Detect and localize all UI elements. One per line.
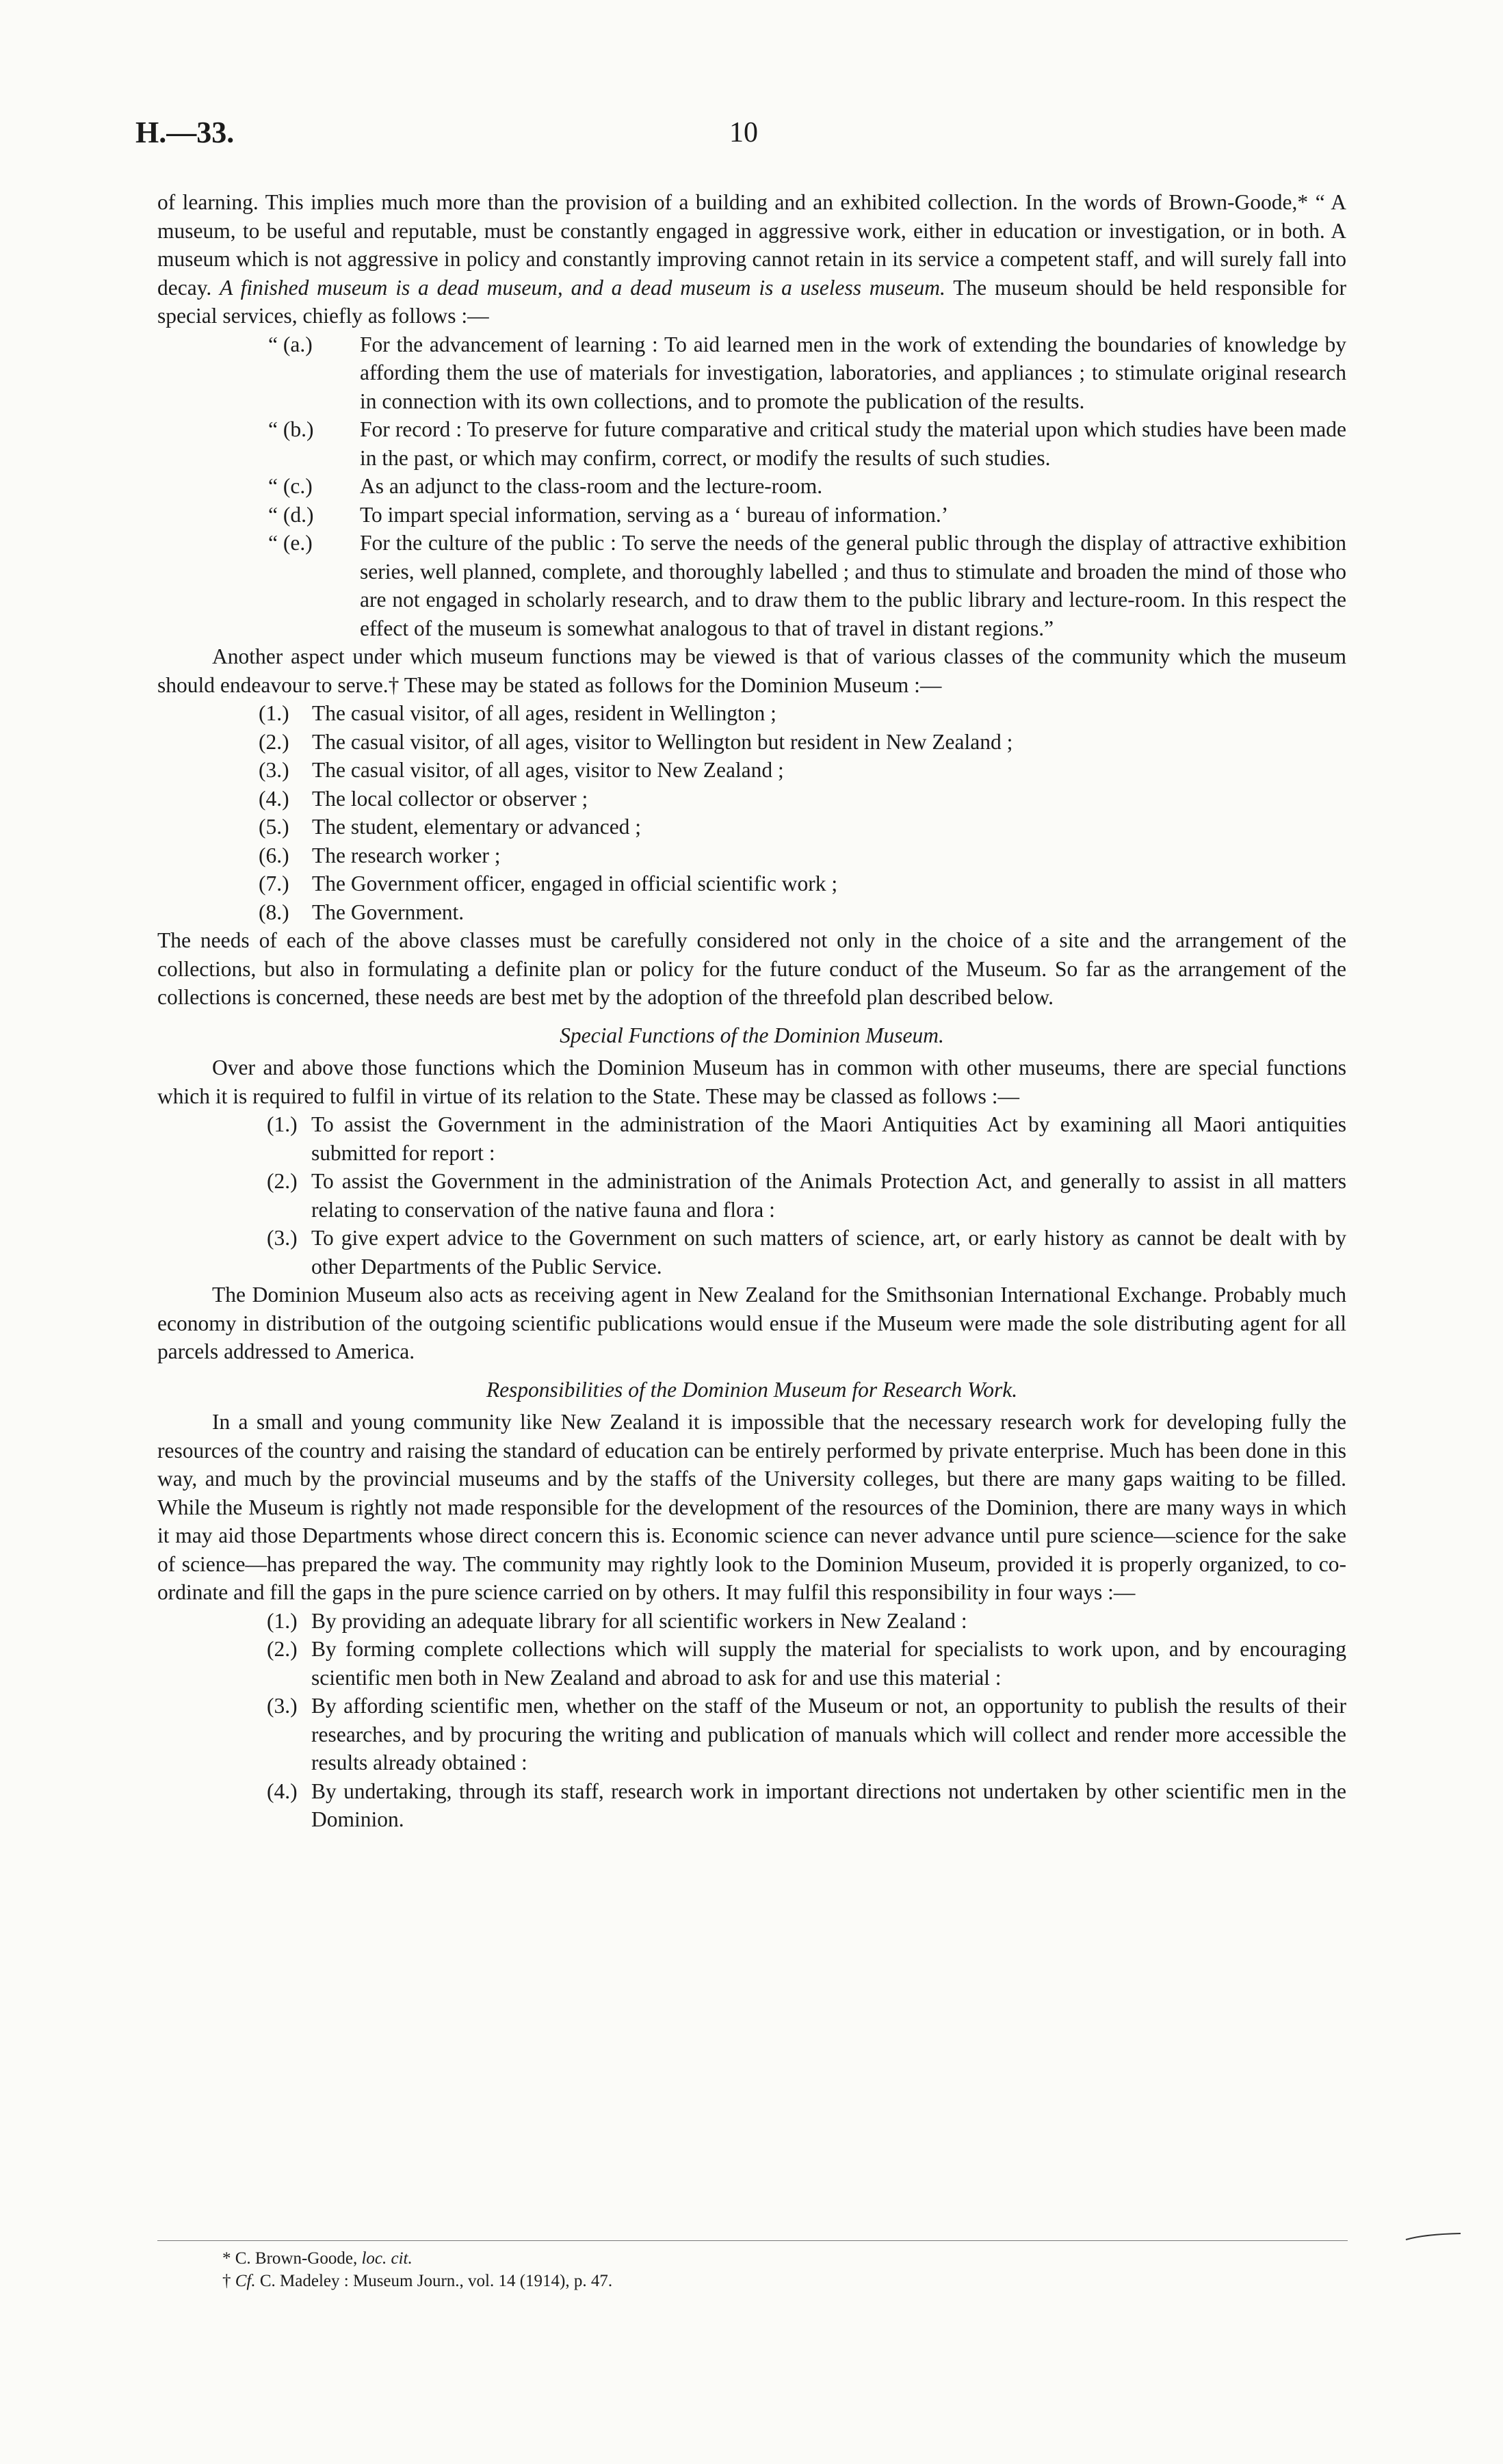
list-text: The local collector or observer ; bbox=[312, 786, 588, 811]
list-text: To assist the Government in the administration of the Maori Antiquities Act by examining all Maori antiquities submitted for report : bbox=[311, 1112, 1346, 1165]
page-body bbox=[157, 188, 1346, 1834]
footnote-2: † Cf. C. Madeley : Museum Journ., vol. 14 (1914), p. 47. bbox=[222, 2272, 613, 2290]
pen-stroke-mark bbox=[1404, 2231, 1462, 2242]
list-label: (2.) bbox=[259, 729, 289, 754]
list-label: (3.) bbox=[267, 1694, 298, 1718]
report-reference: H.—33. bbox=[135, 116, 235, 149]
list-text: The casual visitor, of all ages, visitor to New Zealand ; bbox=[312, 758, 784, 782]
list-label: “ (a.) bbox=[268, 332, 313, 356]
list-text: By undertaking, through its staff, research work in important directions not undertaken by other scientific men in the Dominion. bbox=[311, 1779, 1346, 1831]
service-item bbox=[157, 330, 1346, 416]
service-item bbox=[157, 415, 1346, 472]
list-text: The Government officer, engaged in official scientific work ; bbox=[312, 871, 838, 895]
service-item bbox=[157, 501, 1346, 529]
heading-special-functions: Special Functions of the Dominion Museum. bbox=[560, 1023, 944, 1047]
list-label: (6.) bbox=[259, 843, 289, 867]
service-item bbox=[157, 472, 1346, 501]
list-text: The casual visitor, of all ages, visitor to Wellington but resident in New Zealand ; bbox=[312, 729, 1013, 754]
special-functions-list bbox=[157, 1110, 1346, 1281]
list-text: As an adjunct to the class-room and the lecture-room. bbox=[360, 474, 823, 498]
class-item bbox=[157, 728, 1346, 757]
page-number: 10 bbox=[729, 117, 758, 148]
classes-list bbox=[157, 699, 1346, 926]
research-way-item bbox=[157, 1635, 1346, 1692]
footnote-1: * C. Brown-Goode, loc. cit. bbox=[222, 2249, 413, 2268]
italic-quote: A finished museum is a dead museum, and a dead museum is a useless museum. bbox=[220, 275, 945, 300]
class-item bbox=[157, 785, 1346, 813]
list-label: (4.) bbox=[267, 1779, 298, 1803]
list-label: (1.) bbox=[267, 1608, 298, 1633]
special-function-item bbox=[157, 1224, 1346, 1281]
list-label: (8.) bbox=[259, 900, 289, 924]
class-item bbox=[157, 756, 1346, 785]
class-item bbox=[157, 841, 1346, 870]
list-label: (4.) bbox=[259, 786, 289, 811]
list-text: To give expert advice to the Government on such matters of science, art, or early history as cannot be dealt with by other Departments of the Public Service. bbox=[311, 1226, 1346, 1279]
footnote-rule bbox=[157, 2240, 1348, 2241]
list-text: To assist the Government in the administration of the Animals Protection Act, and generally to assist in all matters relating to conservation of the native fauna and flora : bbox=[311, 1169, 1346, 1222]
list-label: (2.) bbox=[267, 1637, 298, 1661]
list-text: The research worker ; bbox=[312, 843, 501, 867]
list-text: By providing an adequate library for all scientific workers in New Zealand : bbox=[311, 1608, 967, 1633]
list-text: For the culture of the public : To serve the needs of the general public through the display of attractive exhibition series, well planned, complete, and thoroughly labelled ; and thus to stimulate and broaden the mind of those who are not engaged in scholarly research, and to draw them to the public library and lecture-room. In this respect the effect of the museum is somewhat analogous to that of travel in distant regions.” bbox=[360, 531, 1346, 640]
list-text: By forming complete collections which will supply the material for specialists to work upon, and by encouraging scientific men both in New Zealand and abroad to ask for and use this material : bbox=[311, 1637, 1346, 1690]
list-text: The casual visitor, of all ages, resident in Wellington ; bbox=[312, 701, 776, 725]
list-label: (2.) bbox=[267, 1169, 298, 1193]
research-ways-list bbox=[157, 1607, 1346, 1834]
paragraph-exchange: The Dominion Museum also acts as receiving agent in New Zealand for the Smithsonian International Exchange. Probably much economy in distribution of the outgoing scientific publications would ensue if the Museum were made the sole distributing agent for all parcels addressed to America. bbox=[157, 1283, 1346, 1363]
list-text: To impart special information, serving as a ‘ bureau of information.’ bbox=[360, 502, 949, 527]
special-function-item bbox=[157, 1167, 1346, 1224]
list-label: (3.) bbox=[267, 1226, 298, 1250]
list-label: “ (b.) bbox=[268, 417, 314, 441]
service-item bbox=[157, 529, 1346, 642]
list-label: (1.) bbox=[259, 701, 289, 725]
class-item bbox=[157, 898, 1346, 927]
research-way-item bbox=[157, 1607, 1346, 1636]
heading-research: Responsibilities of the Dominion Museum for Research Work. bbox=[486, 1377, 1018, 1402]
research-way-item bbox=[157, 1777, 1346, 1834]
list-label: (3.) bbox=[259, 758, 289, 782]
special-function-item bbox=[157, 1110, 1346, 1167]
list-label: “ (c.) bbox=[268, 474, 313, 498]
list-text: The student, elementary or advanced ; bbox=[312, 815, 642, 839]
list-text: For record : To preserve for future comparative and critical study the material upon which studies have been made in the past, or which may confirm, correct, or modify the results of such studies. bbox=[360, 417, 1346, 470]
research-way-item bbox=[157, 1692, 1346, 1777]
services-list bbox=[157, 330, 1346, 643]
footnotes bbox=[222, 2247, 1385, 2292]
class-item bbox=[157, 813, 1346, 841]
paragraph-intro: of learning. This implies much more than the provision of a building and an exhibited collection. In the words of Brown-Goode,* “ A museum, to be useful and reputable, must be constantly engaged in aggressive work, either in education or investigation, or in both. A museum which is not aggressive in policy and constantly improving cannot retain in its service a competent staff, and will surely fall into decay. A finished museum is a dead museum, and a dead museum is a useless museum. The museum should be held responsible for special services, chiefly as follows :— bbox=[157, 190, 1346, 328]
paragraph-classes-intro: Another aspect under which museum functions may be viewed is that of various classes of the community which the museum should endeavour to serve.† These may be stated as follows for the Dominion Museum :— bbox=[157, 644, 1346, 697]
class-item bbox=[157, 699, 1346, 728]
paragraph-special-intro: Over and above those functions which the Dominion Museum has in common with other museums, there are special functions which it is required to fulfil in virtue of its relation to the State. These may be classed as follows :— bbox=[157, 1056, 1346, 1108]
class-item bbox=[157, 869, 1346, 898]
paragraph-research: In a small and young community like New Zealand it is impossible that the necessary research work for developing fully the resources of the country and raising the standard of education can be entirely performed by private enterprise. Much has been done in this way, and much by the provincial museums and by the staffs of the University colleges, but there are many gaps waiting to be filled. While the Museum is rightly not made responsible for the development of the resources of the Dominion, there are many ways in which it may aid those Departments whose direct concern this is. Economic science can never advance until pure science—science for the sake of science—has prepared the way. The community may rightly look to the Dominion Museum, provided it is properly organized, to co-ordinate and fill the gaps in the pure science carried on by others. It may fulfil this responsibility in four ways :— bbox=[157, 1410, 1346, 1604]
list-text: The Government. bbox=[312, 900, 465, 924]
list-text: For the advancement of learning : To aid learned men in the work of extending the boundaries of knowledge by affording them the use of materials for investigation, laboratories, and appliances ; to stimulate original research in connection with its own collections, and to promote the publication of the results. bbox=[360, 332, 1346, 413]
list-label: (7.) bbox=[259, 871, 289, 895]
list-label: (1.) bbox=[267, 1112, 298, 1136]
list-text: By affording scientific men, whether on the staff of the Museum or not, an opportunity to publish the results of their researches, and by procuring the writing and publication of manuals which will collect and render more accessible the results already obtained : bbox=[311, 1694, 1346, 1774]
list-label: (5.) bbox=[259, 815, 289, 839]
list-label: “ (e.) bbox=[268, 531, 313, 555]
list-label: “ (d.) bbox=[268, 502, 314, 527]
paragraph-needs: The needs of each of the above classes must be carefully considered not only in the choice of a site and the arrangement of the collections, but also in formulating a definite plan or policy for the future conduct of the Museum. So far as the arrangement of the collections is concerned, these needs are best met by the adoption of the threefold plan described below. bbox=[157, 928, 1346, 1009]
